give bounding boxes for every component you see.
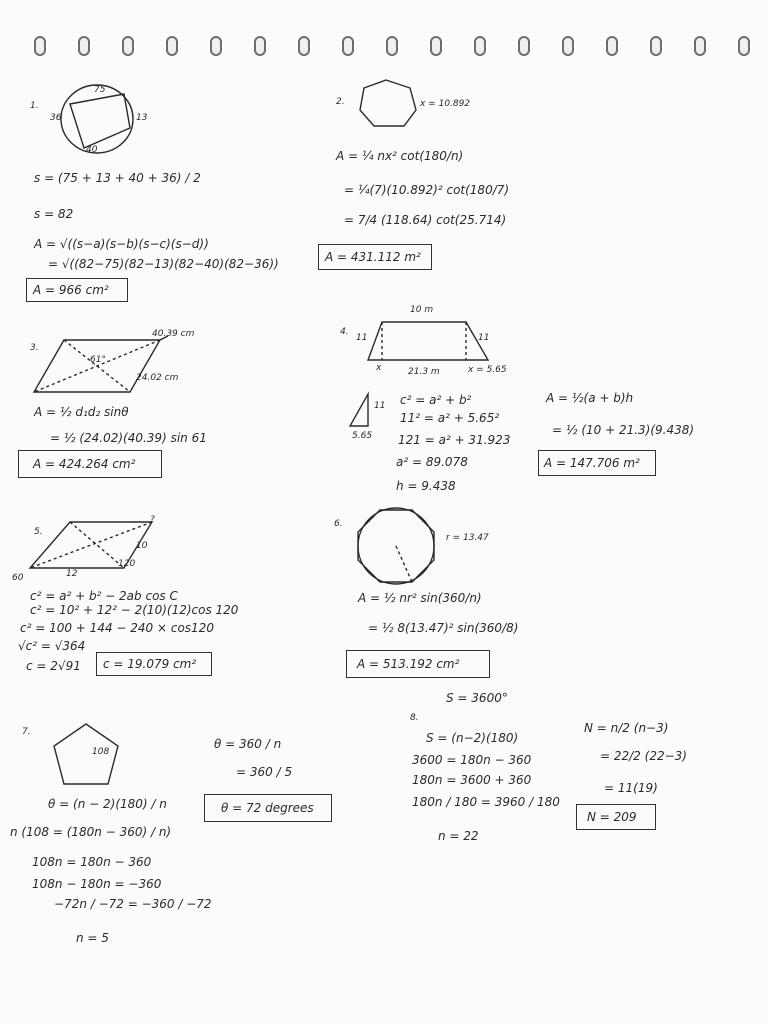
problem-number: 6. xyxy=(334,519,343,529)
heptagon-figure xyxy=(354,78,420,130)
n-line: = 22/2 (22−3) xyxy=(600,749,687,763)
work-line: θ = (n − 2)(180) / n xyxy=(48,797,167,811)
work-line: c² = 10² + 12² − 2(10)(12)cos 120 xyxy=(30,603,239,617)
answer-box xyxy=(96,652,212,676)
work-line: 108n = 180n − 360 xyxy=(32,855,152,869)
binding-ring xyxy=(650,36,662,56)
work-line: A = ¼ nx² cot(180/n) xyxy=(336,149,464,163)
theta-line: θ = 360 / n xyxy=(214,737,282,751)
n-line: N = n/2 (n−3) xyxy=(584,721,669,735)
work-line: c² = a² + b² − 2ab cos C xyxy=(30,589,178,603)
top-base-label: 10 m xyxy=(410,305,434,315)
problem-number: 2. xyxy=(336,97,345,107)
side-right-label: 10 xyxy=(136,541,148,551)
answer-box xyxy=(538,450,656,476)
angle-right-label: 120 xyxy=(118,559,136,569)
work-line: 108n − 180n = −360 xyxy=(32,877,162,891)
binding-ring xyxy=(606,36,618,56)
diagonal-2-label: 24.02 cm xyxy=(136,373,179,383)
binding-ring xyxy=(518,36,530,56)
work-line: √c² = √364 xyxy=(18,639,86,653)
right-triangle-figure xyxy=(348,392,372,430)
binding-ring xyxy=(386,36,398,56)
work-line: 180n / 180 = 3960 / 180 xyxy=(412,795,560,809)
answer-box xyxy=(26,278,128,302)
work-line: n = 5 xyxy=(76,931,109,945)
problem-number: 5. xyxy=(34,527,43,537)
answer-box xyxy=(346,650,490,678)
work-line: 180n = 3600 + 360 xyxy=(412,773,532,787)
bottom-base-label: 21.3 m xyxy=(408,367,440,377)
work-line: A = √((s−a)(s−b)(s−c)(s−d)) xyxy=(34,237,209,251)
problem-number: 4. xyxy=(340,327,349,337)
side-bottom-label: 12 xyxy=(66,569,78,579)
area-formula-line: = ½ (10 + 21.3)(9.438) xyxy=(552,423,695,437)
binding-ring xyxy=(122,36,134,56)
left-leg-label: 11 xyxy=(356,333,368,343)
unknown-label: ? xyxy=(150,515,155,525)
right-leg-label: 11 xyxy=(478,333,490,343)
binding-ring xyxy=(430,36,442,56)
work-line: n = 22 xyxy=(438,829,479,843)
binding-ring xyxy=(34,36,46,56)
binding-ring xyxy=(210,36,222,56)
answer-text: θ = 72 degrees xyxy=(221,801,314,815)
angle-label: 108 xyxy=(92,747,110,757)
interior-angle-sum-note: S = 3600° xyxy=(446,691,508,705)
work-line: = 7/4 (118.64) cot(25.714) xyxy=(344,213,507,227)
answer-box xyxy=(576,804,656,830)
rhombus-figure xyxy=(30,334,170,398)
theta-line: = 360 / 5 xyxy=(236,765,293,779)
work-line: = ½ 8(13.47)² sin(360/8) xyxy=(368,621,519,635)
answer-text: A = 513.192 cm² xyxy=(357,657,460,671)
work-line: = ¼(7)(10.892)² cot(180/7) xyxy=(344,183,510,197)
answer-box xyxy=(18,450,162,478)
work-line: n (108 = (180n − 360) / n) xyxy=(10,825,172,839)
angle-label: 61° xyxy=(90,355,106,365)
radius-label: r = 13.47 xyxy=(446,533,489,543)
work-line: A = ½ nr² sin(360/n) xyxy=(358,591,482,605)
work-line: s = 82 xyxy=(34,207,74,221)
side-top-label: 75 xyxy=(94,85,106,95)
diagonal-1-label: 40.39 cm xyxy=(152,329,195,339)
binding-ring xyxy=(738,36,750,56)
answer-box xyxy=(318,244,432,270)
answer-box xyxy=(204,794,332,822)
area-formula-line: A = ½(a + b)h xyxy=(546,391,634,405)
work-line: S = (n−2)(180) xyxy=(426,731,519,745)
binding-ring xyxy=(254,36,266,56)
x-left-label: x xyxy=(376,363,382,373)
binding-ring xyxy=(78,36,90,56)
problem-number: 3. xyxy=(30,343,39,353)
answer-text: A = 966 cm² xyxy=(33,283,109,297)
work-line: = √((82−75)(82−13)(82−40)(82−36)) xyxy=(48,257,279,271)
work-line: = ½ (24.02)(40.39) sin 61 xyxy=(50,431,207,445)
trapezoid-figure xyxy=(364,320,494,362)
work-line: h = 9.438 xyxy=(396,479,456,493)
work-line: c² = a² + b² xyxy=(400,393,472,407)
answer-text: A = 147.706 m² xyxy=(544,456,640,470)
work-line: s = (75 + 13 + 40 + 36) / 2 xyxy=(34,171,201,185)
work-line: a² = 89.078 xyxy=(396,455,468,469)
side-left-label: 36 xyxy=(50,113,62,123)
side-length-label: x = 10.892 xyxy=(420,99,471,109)
triangle-base-label: 5.65 xyxy=(352,431,373,441)
angle-left-label: 60 xyxy=(12,573,24,583)
answer-text: c = 19.079 cm² xyxy=(103,657,197,671)
side-bottom-label: 40 xyxy=(86,145,98,155)
work-line: −72n / −72 = −360 / −72 xyxy=(54,897,212,911)
octagon-in-circle-figure xyxy=(356,506,438,586)
answer-text: A = 431.112 m² xyxy=(325,250,421,264)
pentagon-figure xyxy=(50,720,122,790)
problem-number: 8. xyxy=(410,713,419,723)
x-value-label: x = 5.65 xyxy=(468,365,507,375)
binding-ring xyxy=(298,36,310,56)
binding-ring xyxy=(694,36,706,56)
binding-ring xyxy=(166,36,178,56)
work-line: 11² = a² + 5.65² xyxy=(400,411,500,425)
work-line: c² = 100 + 144 − 240 × cos120 xyxy=(20,621,214,635)
problem-number: 1. xyxy=(30,101,39,111)
triangle-hypotenuse-label: 11 xyxy=(374,401,386,411)
answer-text: A = 424.264 cm² xyxy=(33,457,136,471)
problem-number: 7. xyxy=(22,727,31,737)
work-line: c = 2√91 xyxy=(26,659,81,673)
binding-ring xyxy=(562,36,574,56)
n-line: = 11(19) xyxy=(604,781,658,795)
work-line: A = ½ d₁d₂ sinθ xyxy=(34,405,129,419)
work-line: 121 = a² + 31.923 xyxy=(398,433,511,447)
answer-text: N = 209 xyxy=(587,810,637,824)
binding-ring xyxy=(342,36,354,56)
work-line: 3600 = 180n − 360 xyxy=(412,753,532,767)
side-right-label: 13 xyxy=(136,113,148,123)
binding-ring xyxy=(474,36,486,56)
